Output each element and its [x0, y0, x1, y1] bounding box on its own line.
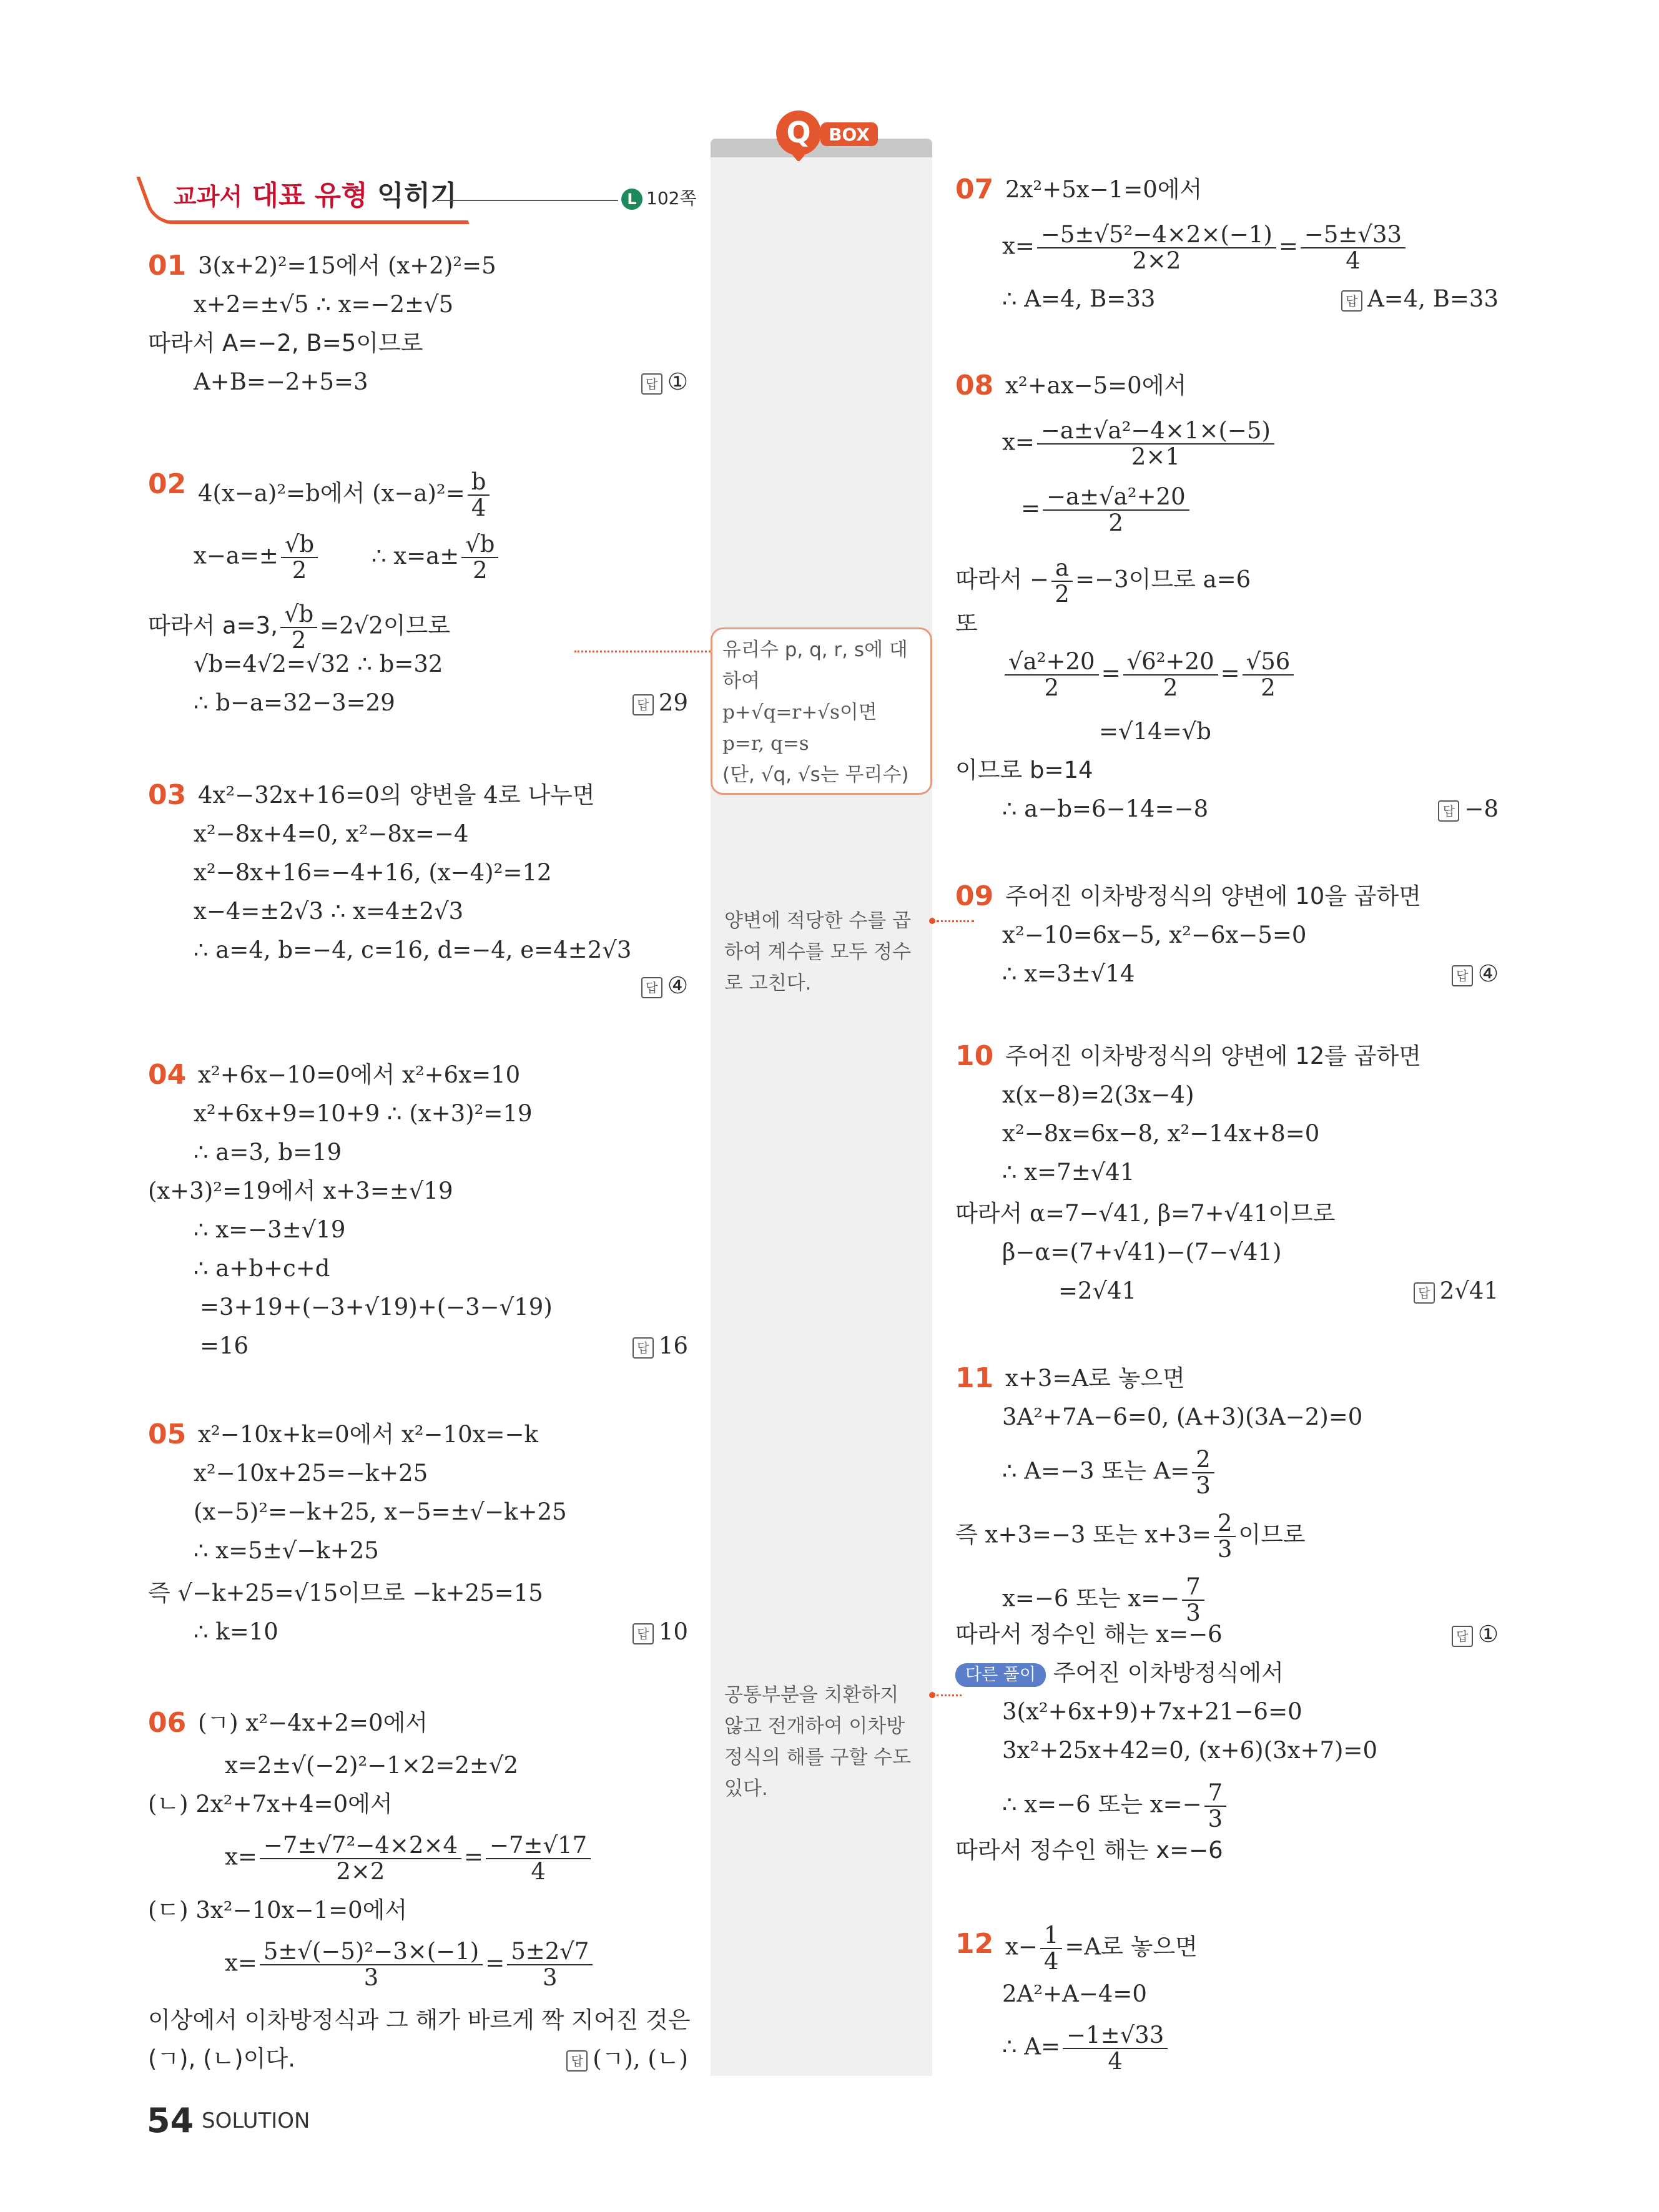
expr: ∴ x=−6 또는 x=− — [1002, 1791, 1202, 1818]
answer-value: 2√41 — [1439, 1277, 1499, 1304]
textbook-page-reference — [621, 186, 697, 211]
problem-number: 08 — [955, 370, 994, 401]
fraction: $\frac{\text{−5±√5²−4×2×(−1)}}{2\times 2}$ — [1037, 222, 1276, 273]
problem-number: 11 — [955, 1362, 994, 1394]
solution-line: ∴ a=4, b=−4, c=16, d=−4, e=4±2√3 — [194, 936, 632, 963]
solution-line: x²+6x−10=0에서 x²+6x=10 — [198, 1061, 521, 1088]
note-line: 하여 — [722, 670, 760, 692]
solution-line — [1002, 418, 1277, 469]
answer-value: −8 — [1464, 795, 1499, 822]
solution-line — [1002, 1447, 1217, 1498]
note-line: p+√q=r+√s이면 — [722, 701, 877, 724]
fraction: $\frac{√b}{2}$ — [280, 602, 317, 653]
fraction: $\frac{\text{−a±√a²+20}}{2}$ — [1043, 484, 1189, 536]
solution-line: x= $\frac{\text{5±√(−5)²−3×(−1)}}{3}$ = $\frac{5\pm 2√7}{3}$ — [225, 1939, 595, 1990]
expr: x=−6 또는 x=− — [1002, 1585, 1180, 1612]
solution-line: ∴ k=10 — [194, 1618, 278, 1645]
fraction: $\frac{\text{√6²+20}}{2}$ — [1123, 649, 1218, 700]
solution-line: (ㄱ) x²−4x+2=0에서 — [198, 1709, 428, 1736]
title-main: 대표 유형 — [252, 180, 368, 212]
alt-solution-tag: 다른 풀이 — [955, 1663, 1046, 1687]
answer-value: (ㄱ), (ㄴ) — [593, 2045, 688, 2072]
answer-mark-icon: 답 — [1341, 290, 1362, 312]
solution-line: (ㄱ), (ㄴ)이다. — [148, 2045, 295, 2072]
solution-line: =2√41 — [1058, 1277, 1137, 1304]
fraction: $\frac{√b}{2}$ — [461, 532, 498, 583]
expr: 주어진 이차방정식에서 — [1053, 1659, 1284, 1686]
textbook-ref-icon: L — [621, 189, 642, 210]
answer-mark-icon: 답 — [1452, 965, 1473, 986]
solution-line: 따라서 α=7−√41, β=7+√41이므로 — [955, 1200, 1336, 1227]
solution-line: $\frac{\text{√a²+20}}{2}$ = $\frac{\text{√6²+20}}{2}$ = $\frac{√56}{2}$ — [1002, 649, 1296, 700]
solution-line: β−α=(7+√41)−(7−√41) — [1002, 1239, 1282, 1266]
note1-connector — [574, 651, 711, 652]
problem-number: 12 — [955, 1928, 994, 1960]
answer-mark-icon: 답 — [1438, 800, 1459, 822]
problem-number: 03 — [148, 779, 187, 811]
solution-line: 주어진 이차방정식의 양변에 10을 곱하면 — [1005, 883, 1421, 910]
solution-line — [1021, 484, 1192, 536]
answer-value: 16 — [658, 1332, 688, 1359]
expr: 이므로 — [1238, 1521, 1306, 1548]
fraction: $\frac{7}{3}$ — [1204, 1781, 1227, 1832]
solution-line: x+2=±√5 ∴ x=−2±√5 — [194, 291, 454, 318]
title-prefix: 교과서 — [174, 183, 243, 210]
answer-value: ④ — [1477, 960, 1499, 987]
answer-value: 29 — [658, 689, 688, 716]
expr: ∴ A=−3 또는 A= — [1002, 1457, 1190, 1485]
answer-value: ① — [1477, 1621, 1499, 1648]
qbox-note-integer-coefficients — [724, 905, 930, 999]
expr: 따라서 − — [955, 566, 1049, 593]
solution-line: (x−5)²=−k+25, x−5=±√−k+25 — [194, 1498, 567, 1525]
answer-mark-icon: 답 — [1414, 1282, 1435, 1304]
solution-line: ∴ x=3±√14 — [1002, 960, 1135, 987]
note-line: 하여 계수를 모두 정수 — [724, 941, 912, 963]
expr: x− — [1005, 1933, 1038, 1960]
solution-line: (ㄴ) 2x²+7x+4=0에서 — [148, 1791, 393, 1817]
fraction: $\frac{√b}{2}$ — [281, 532, 318, 583]
answer-value: ④ — [667, 972, 688, 999]
fraction: $\frac{-5\pm√33}{4}$ — [1301, 222, 1405, 273]
page-label: SOLUTION — [202, 2108, 310, 2133]
fraction: $\frac{√56}{2}$ — [1243, 649, 1294, 700]
solution-line: ∴ a=3, b=19 — [194, 1139, 342, 1166]
note-line: 유리수 p, q, r, s에 대 — [722, 639, 908, 661]
solution-line: 이므로 b=14 — [955, 757, 1093, 784]
answer-mark-icon: 답 — [566, 2050, 588, 2072]
solution-line: 주어진 이차방정식의 양변에 12를 곱하면 — [1005, 1043, 1421, 1069]
fraction: $\frac{2}{3}$ — [1192, 1447, 1214, 1498]
note2-connector — [937, 920, 974, 922]
fraction: $\frac{\text{5±√(−5)²−3×(−1)}}{3}$ — [260, 1939, 483, 1990]
solution-line: ∴ x=−3±√19 — [194, 1216, 346, 1243]
solution-line: x²−8x+4=0, x²−8x=−4 — [194, 820, 469, 847]
fraction: $\frac{2}{3}$ — [1214, 1511, 1236, 1562]
solution-line: x²−10x+25=−k+25 — [194, 1460, 428, 1487]
qbox-logo-icon — [770, 105, 883, 161]
fraction: $\frac{-7\pm√17}{4}$ — [486, 1833, 591, 1884]
solution-line — [1005, 1923, 1198, 1974]
solution-line: 따라서 정수인 해는 x=−6 — [955, 1837, 1223, 1864]
answer-value: A=4, B=33 — [1367, 285, 1499, 312]
solution-line: x= $\frac{\text{−7±√7²−4×2×4}}{2\times 2}$ = $\frac{-7\pm√17}{4}$ — [225, 1833, 593, 1884]
solution-line: 이상에서 이차방정식과 그 해가 바르게 짝 지어진 것은 — [148, 2007, 691, 2033]
solution-line: ∴ a−b=6−14=−8 — [1002, 795, 1209, 822]
solution-line — [1002, 2023, 1170, 2074]
answer — [1414, 1276, 1499, 1306]
expr: 4(x−a)²=b에서 (x−a)²= — [198, 479, 465, 507]
solution-line: 즉 √−k+25=√15이므로 −k+25=15 — [148, 1580, 543, 1606]
fraction: $\frac{a}{2}$ — [1051, 556, 1073, 607]
expr: =A로 놓으면 — [1065, 1933, 1198, 1960]
page-number: 54 — [147, 2101, 194, 2140]
answer-value: 10 — [658, 1618, 688, 1645]
fraction: $\frac{1}{4}$ — [1040, 1923, 1063, 1974]
expr: = — [1021, 494, 1041, 522]
expr: x= — [1002, 232, 1035, 260]
solution-line — [955, 556, 1251, 607]
answer — [566, 2044, 688, 2074]
fraction: $\frac{5\pm 2√7}{3}$ — [507, 1939, 593, 1990]
qbox-note-expand-alternative — [724, 1679, 930, 1804]
solution-line: x+3=A로 놓으면 — [1005, 1365, 1185, 1392]
expr: x= — [225, 1843, 257, 1870]
solution-line: x= $\frac{\text{−5±√5²−4×2×(−1)}}{2\times 2}$ = $\frac{-5\pm√33}{4}$ — [1002, 222, 1408, 273]
answer — [1452, 1620, 1499, 1649]
expr: =−3이므로 a=6 — [1075, 566, 1251, 593]
solution-line: 2A²+A−4=0 — [1002, 1980, 1147, 2007]
answer — [641, 971, 688, 1001]
answer — [641, 367, 688, 397]
solution-line: ∴ A=4, B=33 — [1002, 285, 1156, 312]
solution-line — [1002, 1575, 1207, 1626]
solution-line: (ㄷ) 3x²−10x−1=0에서 — [148, 1897, 408, 1924]
fraction: $\frac{\text{√a²+20}}{2}$ — [1005, 649, 1099, 700]
solution-line: =16 — [200, 1332, 249, 1359]
expr: x= — [1002, 428, 1035, 456]
note-line: 있다. — [724, 1777, 768, 1800]
solution-line: 따라서 A=−2, B=5이므로 — [148, 330, 423, 356]
solution-line: A+B=−2+5=3 — [194, 368, 368, 395]
solution-line: ∴ x=5±√−k+25 — [194, 1537, 379, 1564]
problem-number: 07 — [955, 174, 994, 205]
solution-line — [148, 602, 450, 653]
solution-line: ∴ a+b+c+d — [194, 1255, 330, 1282]
expr: =2√2이므로 — [320, 612, 451, 639]
svg-text:Q: Q — [786, 116, 811, 149]
solution-line: 4x²−32x+16=0의 양변을 4로 나누면 — [198, 782, 595, 809]
solution-line: x²−8x=6x−8, x²−14x+8=0 — [1002, 1120, 1320, 1147]
answer — [1452, 959, 1499, 989]
note-line: 정식의 해를 구할 수도 — [724, 1746, 912, 1769]
problem-number: 02 — [148, 468, 187, 500]
answer-mark-icon: 답 — [641, 373, 662, 395]
solution-line — [198, 469, 492, 521]
solution-line: x²−10=6x−5, x²−6x−5=0 — [1002, 922, 1307, 948]
note-line: 양변에 적당한 수를 곱 — [724, 910, 912, 932]
solution-line: 3x²+25x+42=0, (x+6)(3x+7)=0 — [1002, 1737, 1377, 1764]
solution-line: =√14=√b — [1099, 718, 1211, 745]
answer-mark-icon: 답 — [1452, 1626, 1473, 1647]
solution-line — [1002, 1781, 1229, 1832]
note3-connector — [937, 1694, 962, 1696]
problem-number: 01 — [148, 250, 187, 282]
solution-line: x²−8x+16=−4+16, (x−4)²=12 — [194, 859, 552, 886]
answer — [633, 1331, 688, 1361]
qbox-note-rational-equality — [711, 627, 932, 795]
solution-line: x=2±√(−2)²−1×2=2±√2 — [225, 1752, 518, 1779]
note3-dot — [929, 1692, 935, 1698]
answer-mark-icon: 답 — [641, 977, 662, 998]
problem-number: 10 — [955, 1040, 994, 1072]
note-line: 로 고친다. — [724, 972, 812, 995]
solution-line: √b=4√2=√32 ∴ b=32 — [194, 651, 443, 677]
answer-mark-icon: 답 — [633, 1623, 654, 1644]
section-title — [174, 179, 457, 214]
solution-line: x²+6x+9=10+9 ∴ (x+3)²=19 — [194, 1100, 533, 1127]
problem-number: 05 — [148, 1418, 187, 1450]
svg-text:BOX: BOX — [829, 124, 870, 145]
expr: 따라서 a=3, — [148, 612, 278, 639]
problem-number: 06 — [148, 1707, 187, 1739]
solution-line — [194, 532, 501, 583]
answer-mark-icon: 답 — [633, 1337, 654, 1359]
answer — [633, 688, 688, 718]
problem-number: 04 — [148, 1059, 187, 1091]
problem-number: 09 — [955, 880, 994, 912]
fraction: $\frac{7}{3}$ — [1182, 1575, 1204, 1626]
expr: x= — [225, 1949, 257, 1977]
solution-line: ∴ x=7±√41 — [1002, 1159, 1135, 1186]
solution-line: x²−10x+k=0에서 x²−10x=−k — [198, 1421, 538, 1448]
answer — [633, 1617, 688, 1647]
note-line: p=r, q=s — [722, 732, 809, 755]
fraction: $\frac{\text{−a±√a²−4×1×(−5)}}{2\times 1}$ — [1037, 418, 1274, 469]
solution-line: (x+3)²=19에서 x+3=±√19 — [148, 1177, 453, 1204]
ref-page: 102쪽 — [646, 188, 697, 209]
solution-line: =3+19+(−3+√19)+(−3−√19) — [200, 1294, 553, 1320]
expr: 즉 x+3=−3 또는 x+3= — [955, 1521, 1211, 1548]
solution-line: 따라서 정수인 해는 x=−6 — [955, 1621, 1223, 1648]
expr: ∴ x=a± — [371, 542, 460, 569]
solution-line: 3(x+2)²=15에서 (x+2)²=5 — [198, 252, 496, 279]
answer-mark-icon: 답 — [633, 694, 654, 715]
note-line: 공통부분을 치환하지 — [724, 1684, 899, 1706]
note-line: (단, √q, √s는 무리수) — [722, 764, 909, 786]
answer — [1438, 794, 1499, 824]
expr: x−a=± — [194, 542, 278, 569]
fraction: $\frac{-1\pm√33}{4}$ — [1063, 2023, 1168, 2074]
solution-line: 3(x²+6x+9)+7x+21−6=0 — [1002, 1698, 1302, 1725]
answer — [1341, 284, 1499, 314]
answer-value: ① — [667, 368, 688, 395]
solution-line: 또 — [955, 610, 978, 637]
solution-line: 3A²+7A−6=0, (A+3)(3A−2)=0 — [1002, 1403, 1363, 1430]
solution-line: x(x−8)=2(3x−4) — [1002, 1081, 1194, 1108]
fraction: $\frac{b}{4}$ — [468, 469, 490, 521]
solution-line — [955, 1511, 1306, 1562]
solution-line: x−4=±2√3 ∴ x=4±2√3 — [194, 898, 464, 925]
solution-line — [955, 1658, 1284, 1688]
header-rule — [437, 200, 618, 201]
solution-line: ∴ b−a=32−3=29 — [194, 689, 395, 716]
expr: ∴ A= — [1002, 2033, 1061, 2060]
note-line: 않고 전개하여 이차방 — [724, 1715, 905, 1738]
solution-line: x²+ax−5=0에서 — [1005, 372, 1187, 399]
note2-dot — [929, 918, 935, 924]
fraction: $\frac{\text{−7±√7²−4×2×4}}{2\times 2}$ — [260, 1833, 461, 1884]
solution-line: 2x²+5x−1=0에서 — [1005, 176, 1203, 203]
title-suffix: 익히기 — [377, 180, 457, 212]
